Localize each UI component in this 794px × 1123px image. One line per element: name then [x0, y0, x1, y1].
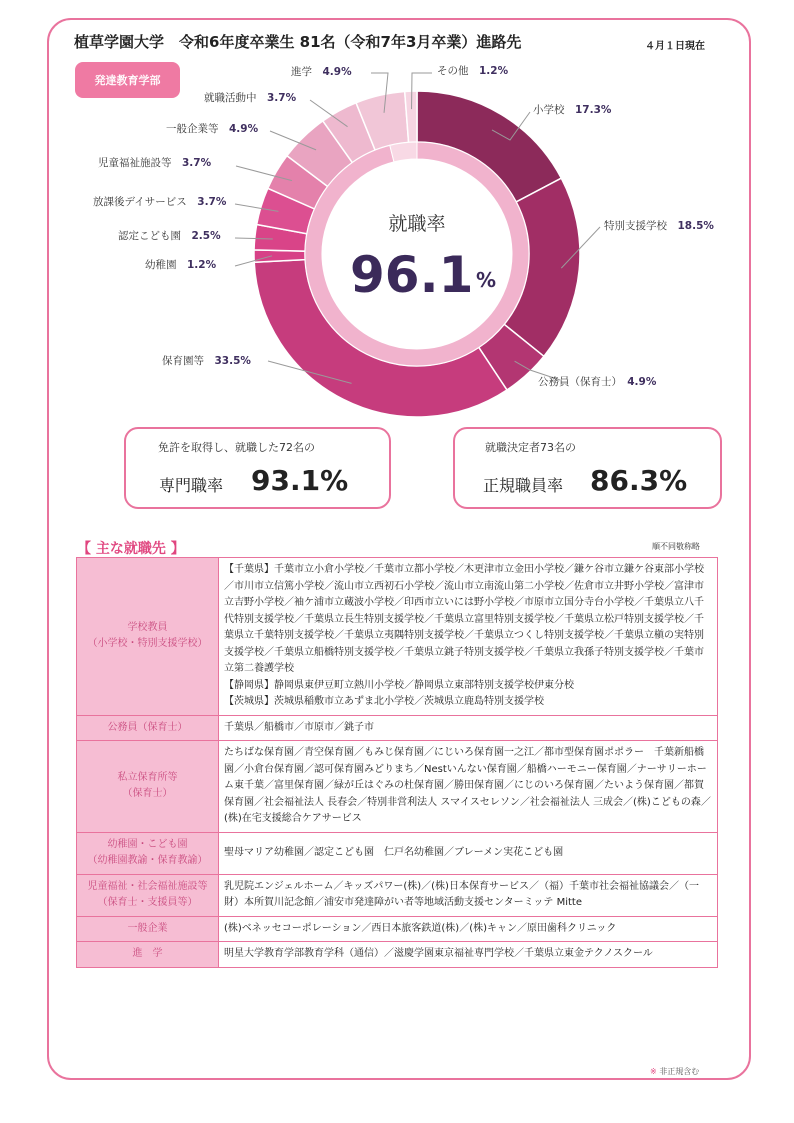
category-line: 児童福祉・社会福祉施設等	[87, 880, 208, 892]
segment-name: 幼稚園	[145, 259, 187, 271]
segment-label	[93, 195, 227, 208]
category-line: （小学校・特別支援学校）	[87, 638, 208, 650]
destination-list	[219, 832, 718, 874]
category-line: 私立保育所等	[117, 771, 178, 783]
segment-value: 33.5%	[214, 355, 251, 367]
destinations-heading: 【 主な就職先 】	[77, 541, 185, 557]
destination-category	[77, 832, 219, 874]
footnote-mark: ※	[650, 1067, 657, 1076]
employment-rate-unit: %	[476, 268, 497, 292]
destination-category	[77, 715, 219, 741]
segment-value: 17.3%	[575, 104, 612, 116]
segment-label	[204, 91, 297, 104]
segment-name: 放課後デイサービス	[93, 196, 198, 208]
as-of-date: ４月１日現在	[645, 41, 705, 52]
segment-value: 3.7%	[267, 92, 297, 104]
segment-name: その他	[437, 65, 479, 77]
destination-list	[219, 942, 718, 968]
destination-row	[77, 558, 718, 716]
segment-name: 就職活動中	[204, 92, 267, 104]
employment-rate-value: 96.1	[350, 246, 474, 304]
segment-label	[291, 65, 352, 78]
segment-name: 児童福祉施設等	[98, 157, 182, 169]
segment-name: 特別支援学校	[604, 220, 678, 232]
destination-line: 聖母マリア幼稚園／認定こども園 仁戸名幼稚園／ブレーメン実花こども園	[224, 846, 564, 858]
category-line: 進 学	[132, 948, 163, 959]
destination-list	[219, 874, 718, 916]
segment-name: 小学校	[533, 104, 575, 116]
segment-value: 4.9%	[627, 376, 657, 388]
specialist-rate-caption: 免許を取得し、就職した72名の	[158, 441, 315, 454]
category-line: 一般企業	[127, 922, 168, 934]
career-donut-chart	[0, 0, 794, 430]
segment-label	[98, 156, 212, 169]
category-line: （幼稚園教諭・保育教諭）	[87, 855, 208, 866]
segment-value: 1.2%	[479, 65, 509, 77]
donut-segment	[254, 250, 305, 262]
destination-category	[77, 874, 219, 916]
segment-value: 4.9%	[322, 66, 352, 78]
category-line: 公務員（保育士）	[107, 721, 188, 733]
inner-ring-segment	[390, 142, 417, 162]
destination-list	[219, 715, 718, 741]
segment-value: 18.5%	[677, 220, 714, 232]
segment-label	[533, 103, 612, 116]
category-line: （保育士・支援員等）	[97, 897, 198, 908]
segment-label	[166, 122, 259, 135]
regular-staff-rate-value: 86.3%	[590, 464, 688, 497]
employment-rate-caption: 就職率	[388, 213, 446, 235]
segment-label	[162, 354, 251, 367]
destination-line: 千葉県／船橋市／市原市／銚子市	[224, 721, 374, 733]
destination-line: 明星大学教育学部教育学科（通信）／滋慶学園東京福祉専門学校／千葉県立東金テクノスクール	[224, 948, 653, 959]
segment-value: 1.2%	[187, 259, 217, 271]
segment-label	[437, 64, 509, 77]
segment-label	[538, 375, 657, 388]
specialist-rate-value: 93.1%	[251, 464, 349, 497]
department-badge: 発達教育学部	[75, 62, 180, 98]
destination-row	[77, 741, 718, 833]
destination-row	[77, 874, 718, 916]
destination-category	[77, 916, 219, 942]
segment-value: 4.9%	[229, 123, 259, 135]
destination-category	[77, 942, 219, 968]
footnote-text: 非正規含む	[659, 1067, 700, 1076]
destination-row	[77, 832, 718, 874]
destination-line: 【茨城県】茨城県稲敷市立あずま北小学校／茨城県立鹿島特別支援学校	[224, 696, 544, 707]
destination-line: (株)ベネッセコーポレーション／西日本旅客鉄道(株)／(株)キャン／原田歯科クリニック	[224, 922, 617, 934]
specialist-rate-label: 専門職率	[159, 476, 224, 495]
segment-value: 2.5%	[191, 230, 221, 242]
destination-category	[77, 558, 219, 716]
segment-name: 認定こども園	[118, 230, 192, 242]
destinations-table	[76, 557, 718, 968]
destination-row	[77, 916, 718, 942]
destination-list	[219, 916, 718, 942]
page-title: 植草学園大学 令和6年度卒業生 81名（令和7年3月卒業）進路先	[74, 33, 522, 51]
regular-staff-rate-label: 正規職員率	[483, 476, 564, 495]
destination-line: 乳児院エンジェルホーム／キッズパワー(株)／(株)日本保育サービス／（福）千葉市社会福祉協議会／（一財）本所賀川記念館／浦安市発達障がい者等地域活動支援センターミッテ Mitte	[224, 880, 699, 908]
regular-staff-rate-caption: 就職決定者73名の	[485, 441, 576, 454]
segment-name: 一般企業等	[166, 123, 229, 135]
destination-list	[219, 558, 718, 716]
segment-name: 進学	[291, 66, 323, 78]
destination-line: たちばな保育園／青空保育園／もみじ保育園／にじいろ保育園一之江／都市型保育園ポポラー 千葉新船橋園／小倉台保育園／認可保育園みどりまち／Nestいんない保育園／船橋ハーモニー保育園／ナーサリーホーム東千葉／富里保育園／緑が丘はぐみの杜保育園／勝田保育園／にじのいろ保育園／たいよう保育園／都賀保育園／社会福祉法人 長春会／特別非営利法人 スマイスセレソン／社会福祉法人 三成会／(株)こどもの森／(株)在宅支援総合ケアサービス	[224, 747, 711, 824]
segment-value: 3.7%	[197, 196, 227, 208]
destination-row	[77, 715, 718, 741]
destination-line: 【千葉県】千葉市立小倉小学校／千葉市立都小学校／木更津市立金田小学校／鎌ケ谷市立鎌ケ谷東部小学校／市川市立信篤小学校／流山市立西初石小学校／流山市立南流山第二小学校／佐倉市立井野小学校／富津市立吉野小学校／袖ケ浦市立蔵波小学校／印西市立いには野小学校／市原市立国分寺台小学校／千葉県立八千代特別支援学校／千葉県立長生特別支援学校／千葉県立富里特別支援学校／千葉県立松戸特別支援学校／千葉県立千葉特別支援学校／千葉県立夷隅特別支援学校／千葉県立つくし特別支援学校／千葉県立槇の実特別支援学校／千葉県立船橋特別支援学校／千葉県立銚子特別支援学校／千葉県立我孫子特別支援学校／千葉市立第二養護学校	[224, 564, 704, 674]
category-line: （保育士）	[122, 788, 173, 800]
specialist-rate-box	[124, 427, 391, 509]
destination-row	[77, 942, 718, 968]
destination-category	[77, 741, 219, 833]
category-line: 幼稚園・こども園	[107, 838, 188, 850]
footnote	[650, 1066, 699, 1077]
segment-name: 保育園等	[162, 355, 215, 367]
destinations-order-note: 順不同敬称略	[652, 542, 700, 551]
segment-label	[145, 258, 217, 271]
segment-label	[604, 219, 714, 232]
destination-list	[219, 741, 718, 833]
segment-label	[118, 230, 221, 242]
category-line: 学校教員	[127, 621, 168, 633]
regular-staff-rate-box	[453, 427, 722, 509]
segment-value: 3.7%	[182, 157, 212, 169]
segment-name: 公務員（保育士）	[538, 376, 628, 388]
destination-line: 【静岡県】静岡県東伊豆町立熱川小学校／静岡県立東部特別支援学校伊東分校	[224, 679, 574, 691]
